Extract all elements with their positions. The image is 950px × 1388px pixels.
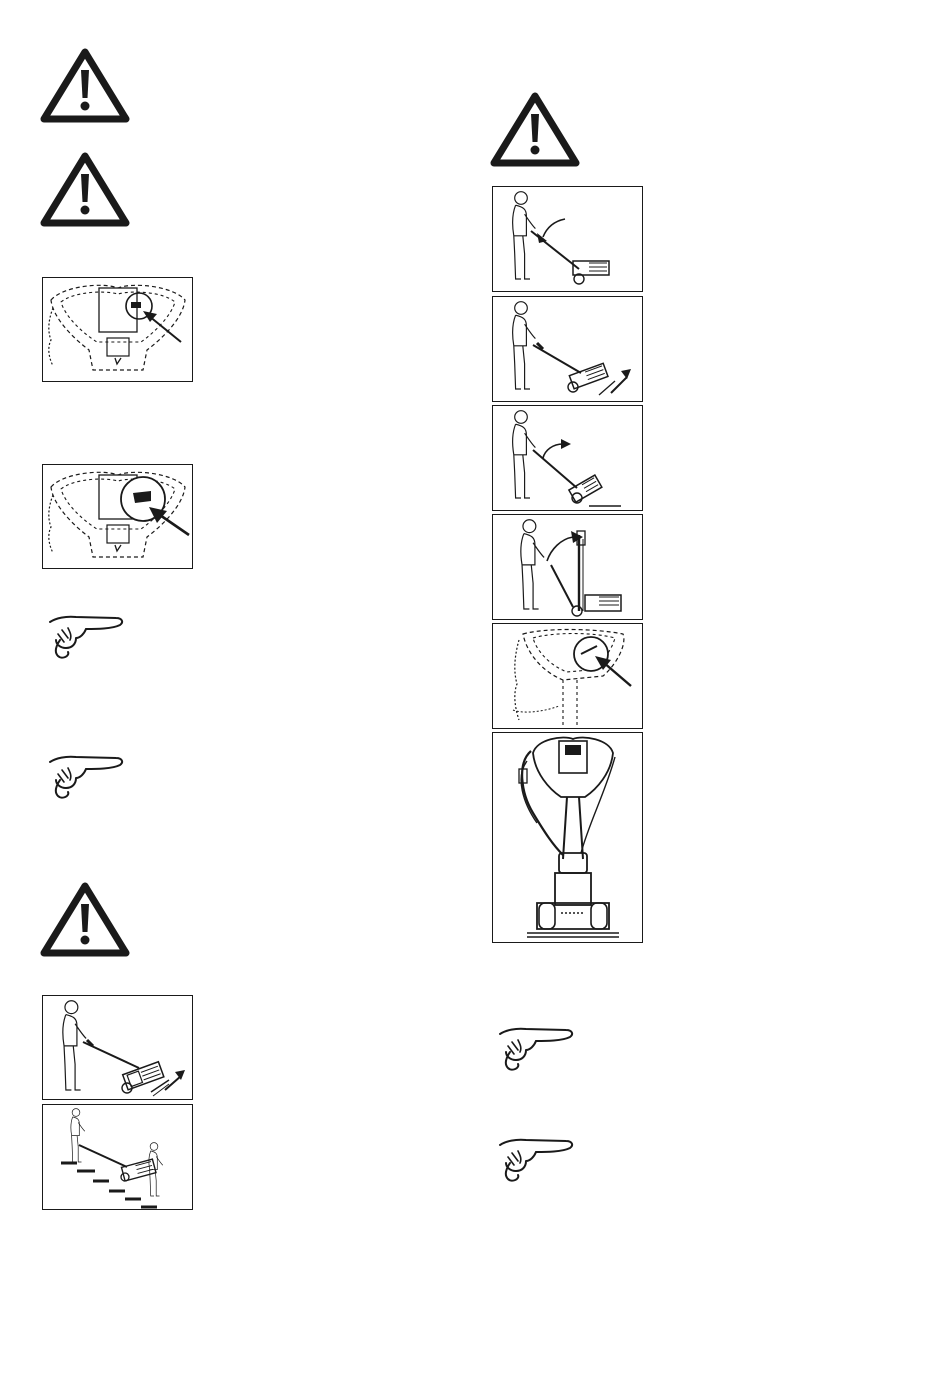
figure-handle-switch-zoom xyxy=(42,464,193,569)
warning-icon-2 xyxy=(40,152,130,227)
warning-icon-1 xyxy=(40,48,130,123)
figure-raise-handle xyxy=(492,514,643,620)
figure-machine-upright xyxy=(492,732,643,943)
note-hand-icon-1 xyxy=(46,612,126,662)
figure-carry-on-stairs xyxy=(42,1104,193,1210)
note-hand-icon-2 xyxy=(46,752,126,802)
figure-handle-switch xyxy=(42,277,193,382)
figure-tilt-machine xyxy=(42,995,193,1100)
warning-icon-3 xyxy=(40,882,130,957)
figure-pull xyxy=(492,405,643,511)
figure-tilt-back xyxy=(492,296,643,402)
note-hand-icon-4 xyxy=(496,1135,576,1185)
figure-lower-handle xyxy=(492,186,643,292)
note-hand-icon-3 xyxy=(496,1024,576,1074)
figure-handle-lock xyxy=(492,623,643,729)
warning-icon-4 xyxy=(490,92,580,167)
